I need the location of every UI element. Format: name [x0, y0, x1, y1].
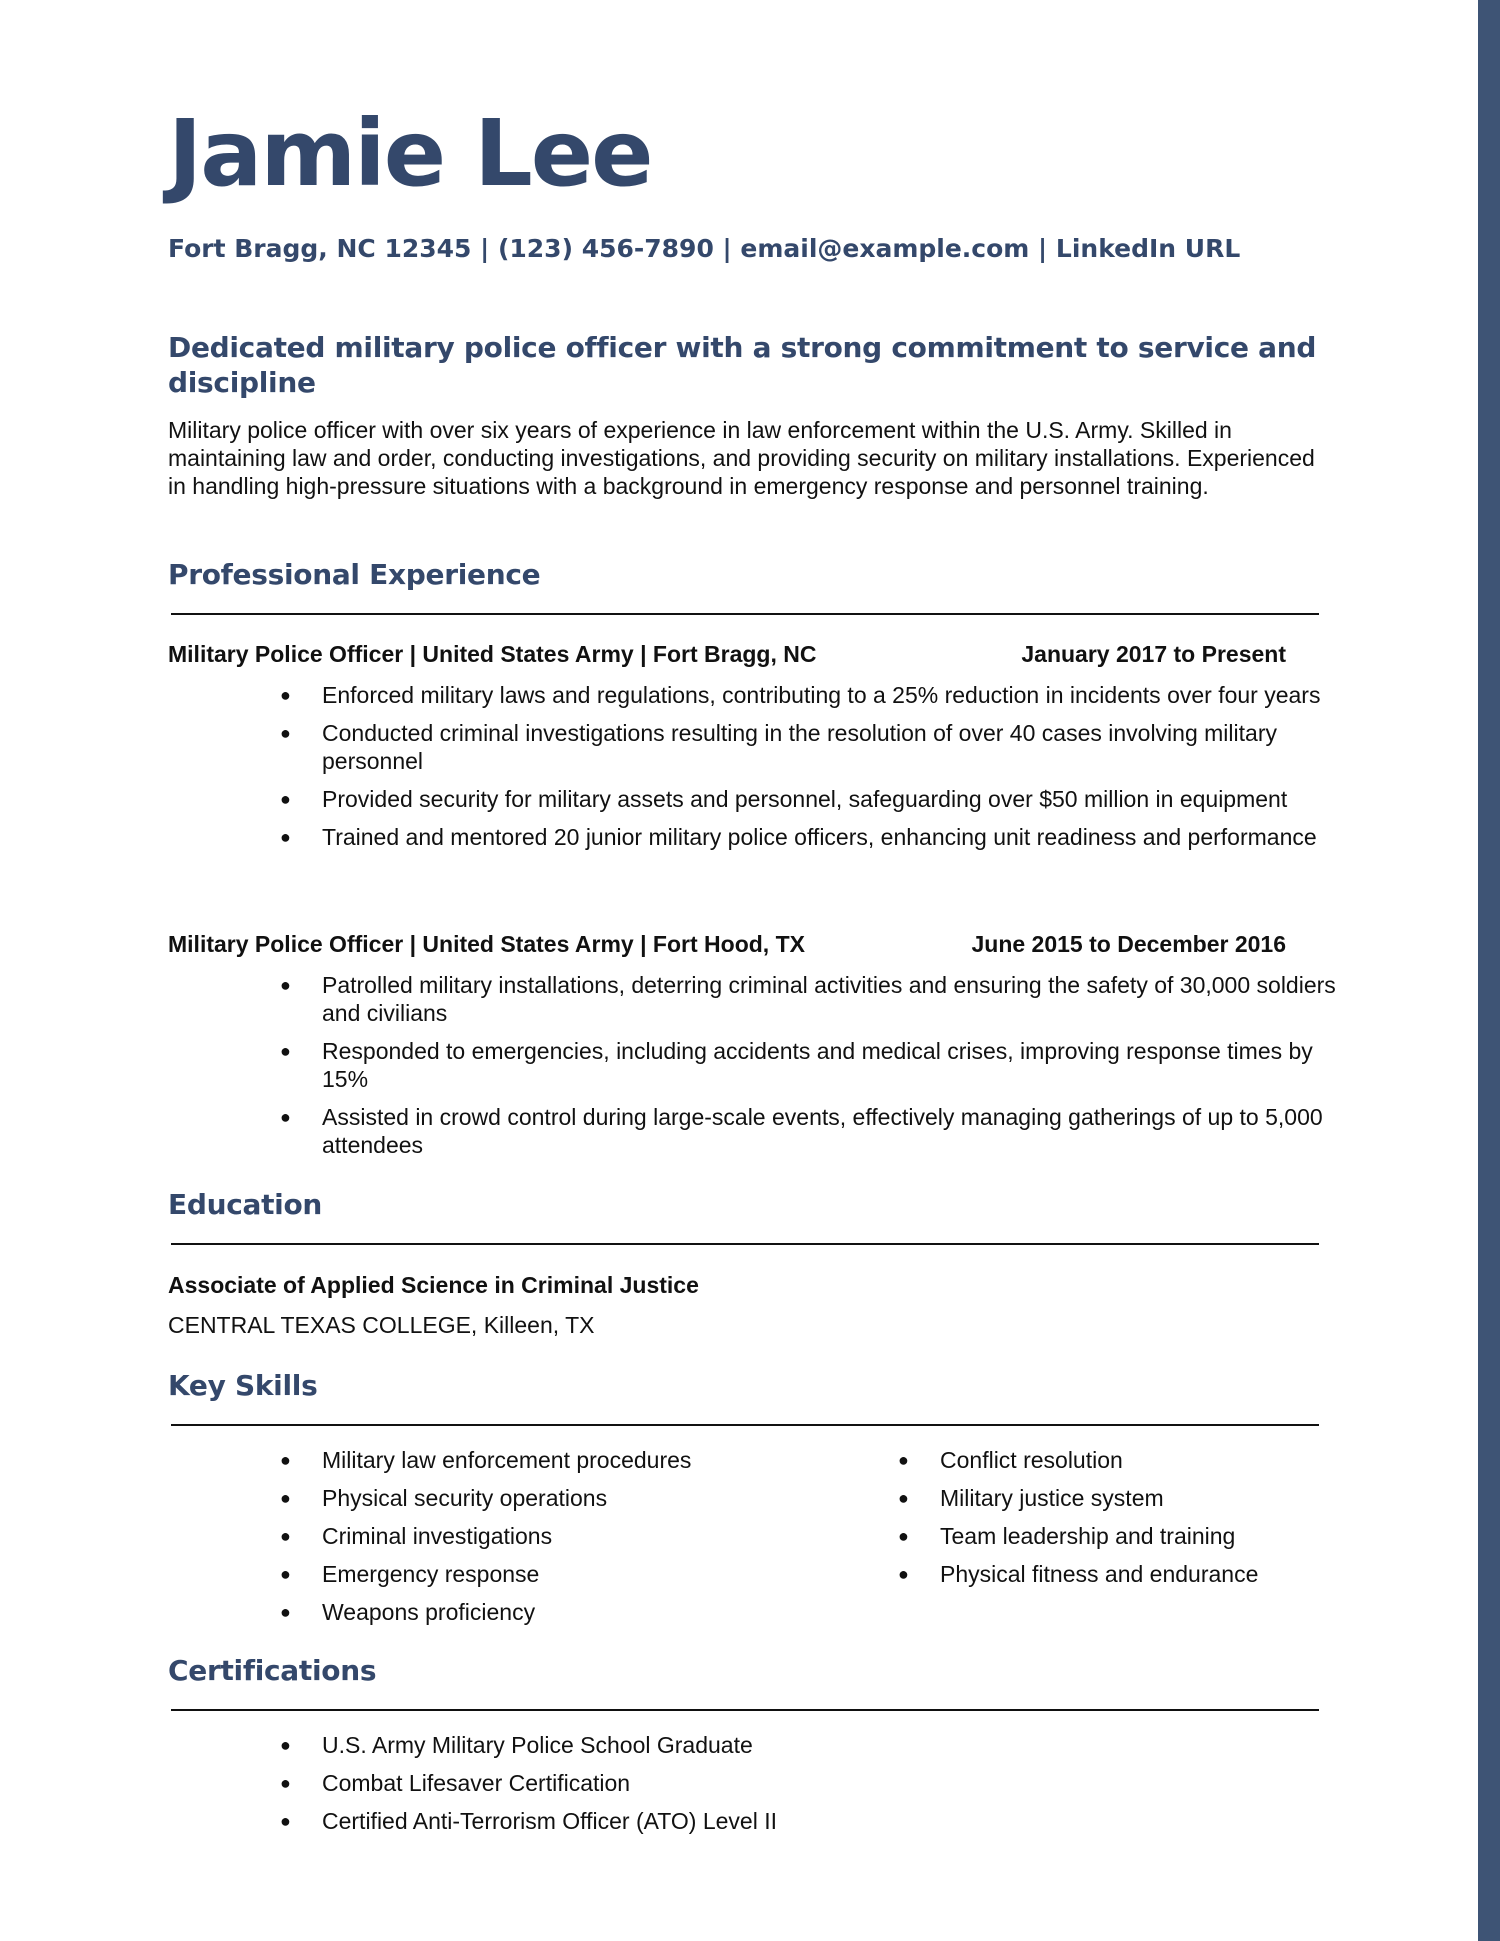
list-item: ● Patrolled military installations, deterring criminal activities and ensuring the safety of 30,000 soldiers and civilians [280, 972, 1336, 1026]
list-item: ● Assisted in crowd control during large-scale events, effectively managing gatherings of up to 5,000 attendees [280, 1104, 1323, 1158]
bullet-icon: ● [898, 1564, 909, 1584]
job-bullet-list [168, 971, 1353, 1169]
list-item: ● Physical security operations [280, 1485, 608, 1511]
bullet-icon: ● [280, 1107, 291, 1127]
bullet-icon: ● [280, 1041, 291, 1061]
bullet-icon: ● [898, 1526, 909, 1546]
education-school: CENTRAL TEXAS COLLEGE, Killeen, TX [168, 1312, 595, 1338]
list-item: ● Certified Anti-Terrorism Officer (ATO) Level II [280, 1808, 778, 1834]
bullet-icon: ● [280, 1735, 291, 1755]
section-title-skills: Key Skills [168, 1369, 318, 1402]
bullet-icon: ● [280, 827, 291, 847]
job-header [168, 930, 1316, 958]
list-item: ● Responded to emergencies, including accidents and medical crises, improving response times by 15% [280, 1038, 1313, 1092]
list-item: ● Criminal investigations [280, 1523, 553, 1549]
list-item: ● U.S. Army Military Police School Graduate [280, 1732, 753, 1758]
bullet-icon: ● [898, 1488, 909, 1508]
list-item: ● Conducted criminal investigations resulting in the resolution of over 40 cases involving military personnel [280, 720, 1277, 774]
bullet-icon: ● [898, 1450, 909, 1470]
contact-line: Fort Bragg, NC 12345 | (123) 456-7890 | email@example.com | LinkedIn URL [168, 234, 1241, 263]
job-role: Military Police Officer | United States Army | Fort Hood, TX [168, 931, 805, 957]
candidate-name: Jamie Lee [168, 100, 652, 207]
list-item: ● Team leadership and training [898, 1523, 1236, 1549]
bullet-icon: ● [280, 1811, 291, 1831]
bullet-icon: ● [280, 1773, 291, 1793]
list-item: ● Enforced military laws and regulations, contributing to a 25% reduction in incidents over four years [280, 682, 1321, 708]
list-item: ● Conflict resolution [898, 1447, 1123, 1473]
bullet-icon: ● [280, 1602, 291, 1622]
job-header [168, 640, 1316, 668]
section-divider [171, 1709, 1319, 1711]
bullet-icon: ● [280, 1564, 291, 1584]
professional-summary: Military police officer with over six years of experience in law enforcement within the U.S. Army. Skilled in maintaining law and order, conducting investigations, and providing security on military installations. Experienced in handling high-pressure situations with a background in emergency response and personnel training. [168, 417, 1315, 499]
bullet-icon: ● [280, 789, 291, 809]
resume-headline: Dedicated military police officer with a strong commitment to service and discipline [168, 331, 1317, 399]
bullet-icon: ● [280, 1526, 291, 1546]
job-role: Military Police Officer | United States Army | Fort Bragg, NC [168, 641, 817, 667]
section-title-certifications: Certifications [168, 1654, 377, 1687]
bullet-icon: ● [280, 1450, 291, 1470]
bullet-icon: ● [280, 1488, 291, 1508]
job-bullet-list [168, 681, 1368, 861]
list-item: ● Physical fitness and endurance [898, 1561, 1259, 1587]
skills-list-right [898, 1446, 1258, 1598]
education-degree: Associate of Applied Science in Criminal Justice [168, 1272, 699, 1298]
job-dates: January 2017 to Present [1021, 641, 1286, 667]
section-divider [171, 1243, 1319, 1245]
section-title-education: Education [168, 1188, 323, 1221]
section-divider [171, 613, 1319, 615]
section-title-experience: Professional Experience [168, 558, 541, 591]
section-divider [171, 1424, 1319, 1426]
list-item: ● Combat Lifesaver Certification [280, 1770, 631, 1796]
bullet-icon: ● [280, 685, 291, 705]
bullet-icon: ● [280, 975, 291, 995]
bullet-icon: ● [280, 723, 291, 743]
certifications-list [280, 1731, 777, 1845]
list-item: ● Weapons proficiency [280, 1599, 536, 1625]
list-item: ● Provided security for military assets and personnel, safeguarding over $50 million in equipment [280, 786, 1288, 812]
list-item: ● Trained and mentored 20 junior military police officers, enhancing unit readiness and performance [280, 824, 1317, 850]
list-item: ● Emergency response [280, 1561, 540, 1587]
list-item: ● Military justice system [898, 1485, 1164, 1511]
job-dates: June 2015 to December 2016 [971, 931, 1286, 957]
skills-list-left [280, 1446, 691, 1636]
list-item: ● Military law enforcement procedures [280, 1447, 692, 1473]
side-accent-stripe [1478, 0, 1500, 1941]
